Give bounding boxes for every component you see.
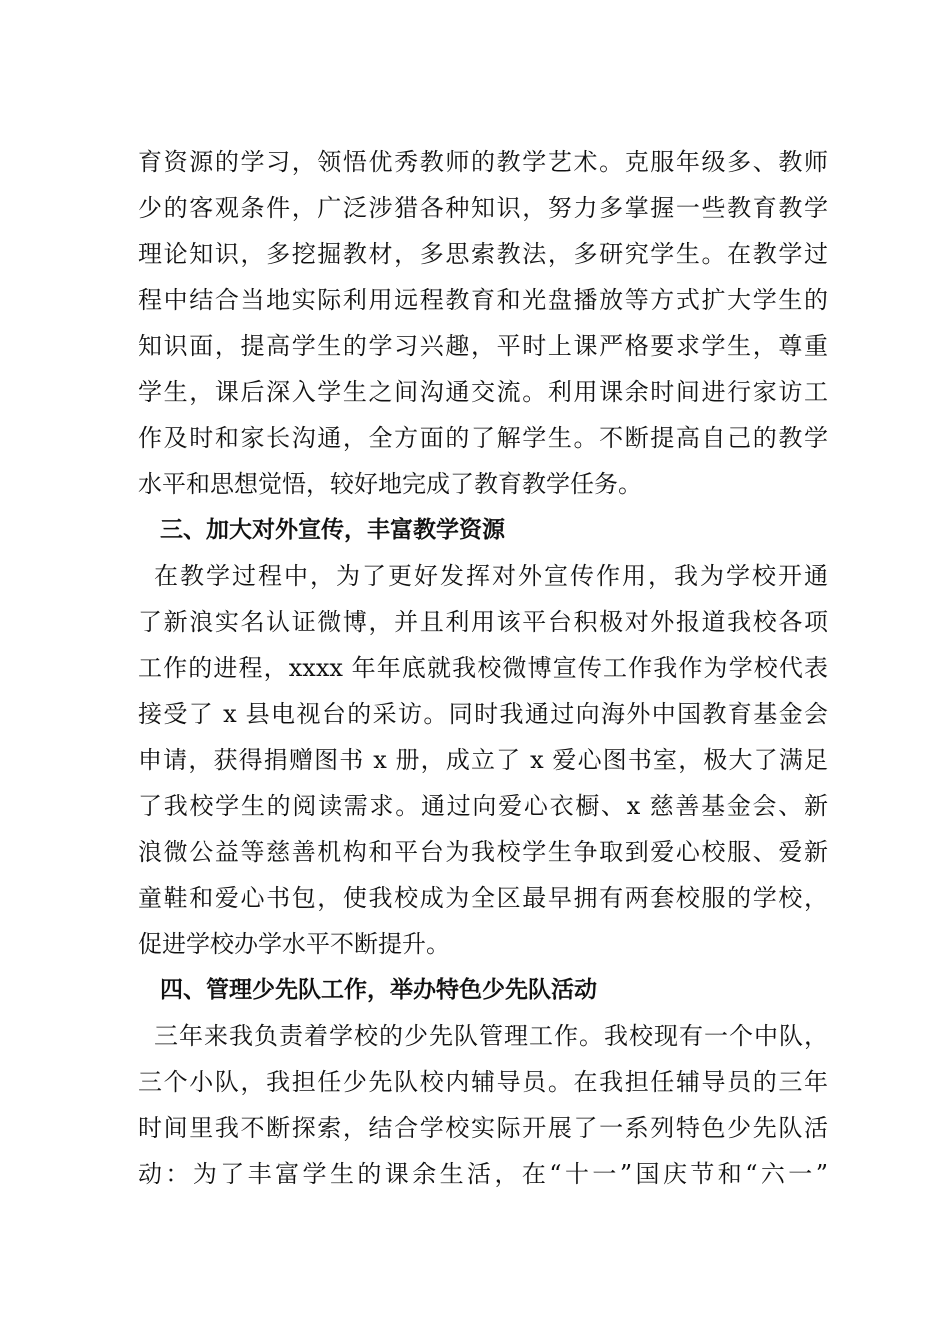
paragraph-line: 工作的进程，xxxx 年年底就我校微博宣传工作我作为学校代表 <box>138 654 828 682</box>
paragraph-line: 时间里我不断探索，结合学校实际开展了一系列特色少先队活 <box>138 1114 828 1142</box>
section-heading: 四、管理少先队工作，举办特色少先队活动 <box>160 977 597 1003</box>
paragraph-line: 学生，课后深入学生之间沟通交流。利用课余时间进行家访工 <box>138 378 828 406</box>
paragraph-line: 申请，获得捐赠图书 x 册，成立了 x 爱心图书室，极大了满足 <box>138 746 828 774</box>
paragraph-line: 作及时和家长沟通，全方面的了解学生。不断提高自己的教学 <box>138 424 828 452</box>
paragraph-line: 育资源的学习，领悟优秀教师的教学艺术。克服年级多、教师 <box>138 148 828 176</box>
paragraph-line: 了新浪实名认证微博，并且利用该平台积极对外报道我校各项 <box>138 608 828 636</box>
paragraph-line: 三年来我负责着学校的少先队管理工作。我校现有一个中队， <box>154 1022 828 1050</box>
paragraph-line: 促进学校办学水平不断提升。 <box>138 930 450 958</box>
paragraph-line: 动：为了丰富学生的课余生活，在“十一”国庆节和“六一” <box>138 1160 828 1188</box>
paragraph-line: 了我校学生的阅读需求。通过向爱心衣橱、x 慈善基金会、新 <box>138 792 828 820</box>
paragraph-line: 水平和思想觉悟，较好地完成了教育教学任务。 <box>138 470 642 498</box>
paragraph-line: 少的客观条件，广泛涉猎各种知识，努力多掌握一些教育教学 <box>138 194 828 222</box>
paragraph-line: 童鞋和爱心书包，使我校成为全区最早拥有两套校服的学校， <box>138 884 828 912</box>
paragraph-line: 三个小队，我担任少先队校内辅导员。在我担任辅导员的三年 <box>138 1068 828 1096</box>
paragraph-line: 浪微公益等慈善机构和平台为我校学生争取到爱心校服、爱新 <box>138 838 828 866</box>
paragraph-line: 接受了 x 县电视台的采访。同时我通过向海外中国教育基金会 <box>138 700 828 728</box>
paragraph-line: 理论知识，多挖掘教材，多思索教法，多研究学生。在教学过 <box>138 240 828 268</box>
paragraph-line: 在教学过程中，为了更好发挥对外宣传作用，我为学校开通 <box>154 562 828 590</box>
paragraph-line: 知识面，提高学生的学习兴趣，平时上课严格要求学生，尊重 <box>138 332 828 360</box>
section-heading: 三、加大对外宣传，丰富教学资源 <box>160 517 505 543</box>
paragraph-line: 程中结合当地实际利用远程教育和光盘播放等方式扩大学生的 <box>138 286 828 314</box>
